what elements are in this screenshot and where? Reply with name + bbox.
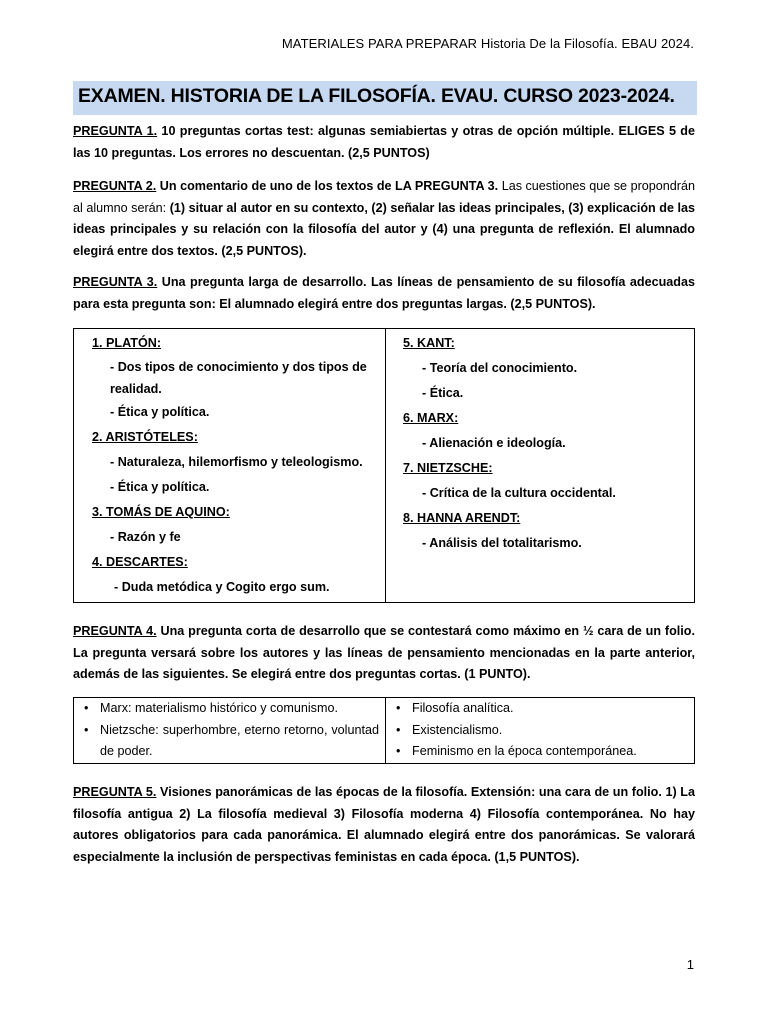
author-nietzsche: 7. NIETZSCHE: (403, 461, 493, 475)
pregunta-2-text-a: Un comentario de uno de los textos de LA PREGUNTA 3. (156, 179, 502, 193)
page-header: MATERIALES PARA PREPARAR Historia De la Filosofía. EBAU 2024. (281, 36, 694, 51)
pregunta-5-label: PREGUNTA 5. (73, 785, 157, 799)
author-item: - Dos tipos de conocimiento y dos tipos de (110, 360, 367, 374)
authors-left-cell (74, 329, 386, 603)
exam-title-bar (73, 81, 697, 115)
pregunta-2-label: PREGUNTA 2. (73, 179, 157, 193)
list-item: • Nietzsche: superhombre, eterno retorno, voluntad de poder. (74, 720, 385, 763)
list-item: • Filosofía analítica. (386, 698, 694, 720)
author-platon: 1. PLATÓN: (92, 336, 162, 350)
pregunta-3 (73, 272, 695, 315)
pregunta-2-text-b: Las cuestiones que se propondrán al alumno serán: (73, 179, 695, 215)
author-arendt: 8. HANNA ARENDT: (403, 511, 521, 525)
page-number: 1 (686, 957, 694, 972)
pregunta-1 (73, 121, 695, 164)
pregunta-1-text: 10 preguntas cortas test: algunas semiabiertas y otras de opción múltiple. ELIGES 5 de las 10 preguntas. Los errores no descuentan. (2,5 PUNTOS) (73, 124, 695, 160)
author-aristoteles: 2. ARISTÓTELES: (92, 430, 198, 444)
pregunta-4-text: Una pregunta corta de desarrollo que se contestará como máximo en ½ cara de un folio. La pregunta versará sobre los autores y las líneas de pensamiento mencionadas en la parte anterior, además de las siguientes. Se elegirá entre dos preguntas cortas. (1 PUNTO). (73, 624, 695, 681)
author-item: realidad. (110, 382, 162, 396)
extra-right-cell (386, 698, 695, 764)
author-item: - Naturaleza, hilemorfismo y teleologismo. (110, 455, 363, 469)
exam-title: EXAMEN. HISTORIA DE LA FILOSOFÍA. EVAU. CURSO 2023-2024. (78, 85, 675, 107)
list-item: • Feminismo en la época contemporánea. (386, 741, 694, 763)
extra-left-cell (74, 698, 386, 764)
pregunta-2 (73, 176, 695, 262)
author-item: - Ética. (422, 386, 464, 400)
list-item: • Existencialismo. (386, 720, 694, 742)
author-item: - Razón y fe (110, 530, 181, 544)
extra-topics-table (73, 697, 695, 764)
author-item: - Ética y política. (110, 405, 210, 419)
author-item: - Ética y política. (110, 480, 210, 494)
pregunta-1-label: PREGUNTA 1. (73, 124, 158, 138)
author-kant: 5. KANT: (403, 336, 455, 350)
author-marx: 6. MARX: (403, 411, 459, 425)
pregunta-3-text: Una pregunta larga de desarrollo. Las líneas de pensamiento de su filosofía adecuadas para esta pregunta son: El alumnado elegirá entre dos preguntas largas. (2,5 PUNTOS). (73, 275, 695, 311)
author-item: - Teoría del conocimiento. (422, 361, 578, 375)
author-item: - Duda metódica y Cogito ergo sum. (114, 580, 330, 594)
authors-right-cell (386, 329, 695, 603)
pregunta-5 (73, 782, 695, 868)
author-descartes: 4. DESCARTES: (92, 555, 188, 569)
author-item: - Alienación e ideología. (422, 436, 566, 450)
pregunta-3-label: PREGUNTA 3. (73, 275, 158, 289)
pregunta-4 (73, 621, 695, 686)
pregunta-2-text-c: (1) situar al autor en su contexto, (2) señalar las ideas principales, (3) explicación de las ideas principales y su relación con la filosofía del autor y (4) una pregunta de reflexión. El alumnado elegirá entre dos textos. (2,5 PUNTOS). (73, 200, 695, 258)
author-item: - Crítica de la cultura occidental. (422, 486, 616, 500)
authors-table (73, 328, 695, 603)
author-aquino: 3. TOMÁS DE AQUINO: (92, 505, 230, 519)
pregunta-4-label: PREGUNTA 4. (73, 624, 157, 638)
author-item: - Análisis del totalitarismo. (422, 536, 582, 550)
list-item: • Marx: materialismo histórico y comunismo. (74, 698, 385, 720)
pregunta-5-text: Visiones panorámicas de las épocas de la filosofía. Extensión: una cara de un folio. 1) La filosofía antigua 2) La filosofía medieval 3) Filosofía moderna 4) Filosofía contemporánea. No hay autores obligatorios para cada panorámica. El alumnado elegirá entre dos panorámicas. Se valorará especialmente la inclusión de perspectivas feministas en cada época. (1,5 PUNTOS). (73, 785, 695, 864)
